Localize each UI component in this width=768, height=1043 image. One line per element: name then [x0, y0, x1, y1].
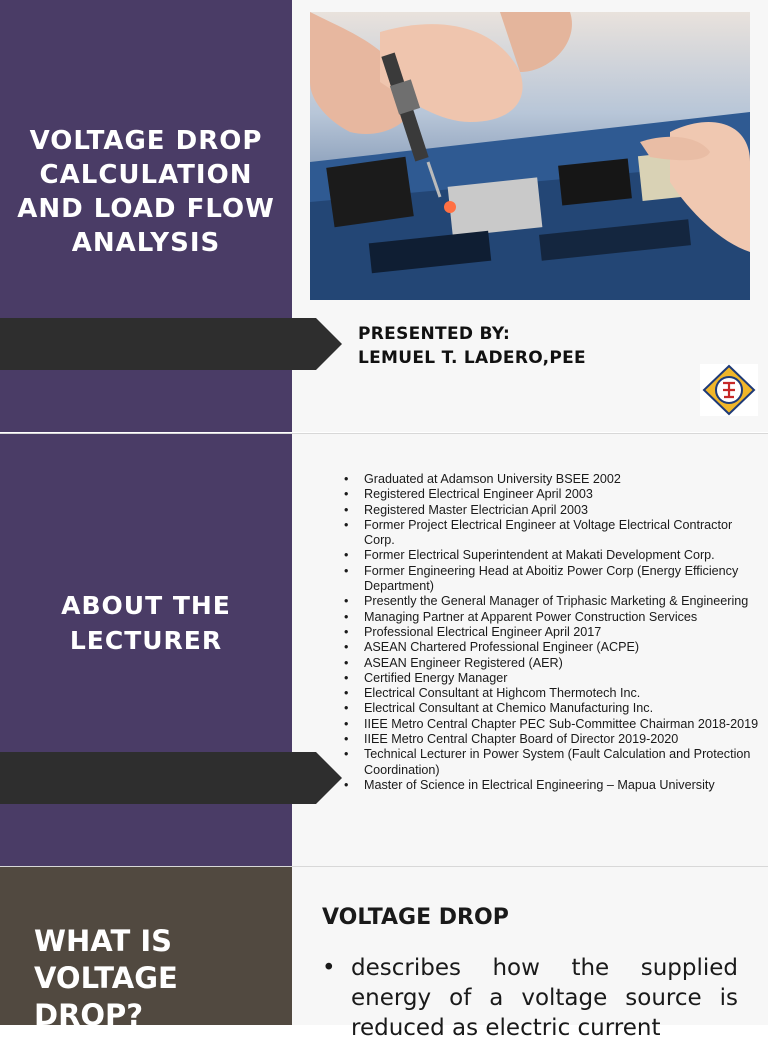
- circuit-board-photo: [310, 12, 750, 300]
- list-item: • Certified Energy Manager: [344, 671, 764, 686]
- list-item: • Former Project Electrical Engineer at Voltage Electrical Contractor Corp.: [344, 518, 764, 549]
- presented-by-label: PRESENTED BY:: [358, 324, 511, 344]
- list-item: • Master of Science in Electrical Engineering – Mapua University: [344, 778, 764, 793]
- list-item: • Former Electrical Superintendent at Makati Development Corp.: [344, 548, 764, 563]
- about-slide: [0, 433, 768, 866]
- list-item: • Former Engineering Head at Aboitiz Power Corp (Energy Efficiency Department): [344, 564, 764, 595]
- list-item: • Managing Partner at Apparent Power Construction Services: [344, 610, 764, 625]
- list-item: • Graduated at Adamson University BSEE 2002: [344, 472, 764, 487]
- list-item: • IIEE Metro Central Chapter PEC Sub-Committee Chairman 2018-2019: [344, 717, 764, 732]
- title-slide: [0, 0, 768, 432]
- bullet-icon: •: [322, 955, 336, 981]
- definition-text: [322, 953, 738, 1043]
- organization-logo-icon: [700, 364, 758, 416]
- list-item: • Professional Electrical Engineer April 2017: [344, 625, 764, 640]
- list-item: • IIEE Metro Central Chapter Board of Director 2019-2020: [344, 732, 764, 747]
- arrow-banner: [0, 752, 342, 804]
- credentials-list: [344, 472, 764, 793]
- about-title: ABOUT THE LECTURER: [61, 591, 231, 655]
- list-item: • Electrical Consultant at Chemico Manufacturing Inc.: [344, 701, 764, 716]
- presentation-title: VOLTAGE DROP CALCULATION AND LOAD FLOW ANALYSIS: [17, 126, 275, 258]
- list-item: • Electrical Consultant at Highcom Thermotech Inc.: [344, 686, 764, 701]
- list-item: • Technical Lecturer in Power System (Fault Calculation and Protection Coordination): [344, 747, 764, 778]
- voltage-drop-slide: [0, 866, 768, 1041]
- list-item: • Presently the General Manager of Triphasic Marketing & Engineering: [344, 594, 764, 609]
- presenter-name: LEMUEL T. LADERO,PEE: [358, 348, 586, 368]
- arrow-banner: [0, 318, 342, 370]
- circuit-board-illustration: [310, 12, 750, 300]
- list-item: • ASEAN Engineer Registered (AER): [344, 656, 764, 671]
- list-item: • Registered Master Electrician April 2003: [344, 503, 764, 518]
- list-item: • ASEAN Chartered Professional Engineer (ACPE): [344, 640, 764, 655]
- question-title: WHAT IS VOLTAGE DROP?: [34, 924, 178, 1032]
- definition-body: describes how the supplied energy of a voltage source is reduced as electric current: [351, 955, 738, 1041]
- section-heading: VOLTAGE DROP: [322, 905, 509, 930]
- list-item: • Registered Electrical Engineer April 2003: [344, 487, 764, 502]
